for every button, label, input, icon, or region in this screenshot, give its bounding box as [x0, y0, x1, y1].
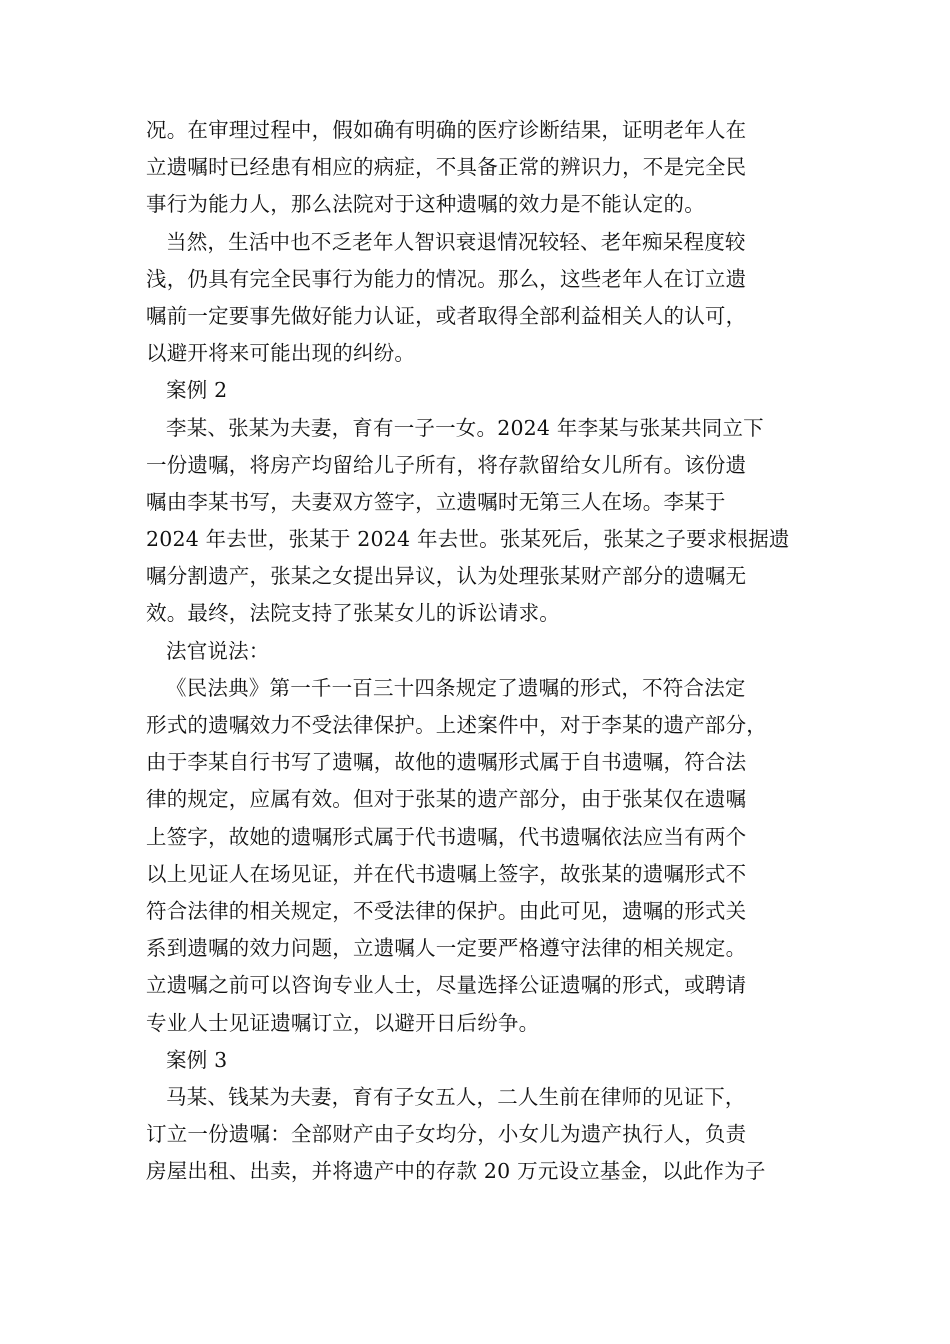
text-line: 马某、钱某为夫妻，育有子女五人，二人生前在律师的见证下，	[166, 1084, 746, 1109]
text-line: 立遗嘱时已经患有相应的病症，不具备正常的辨识力，不是完全民	[146, 155, 747, 180]
text-line: 以避开将来可能出现的纠纷。	[146, 341, 416, 366]
text-line: 《民法典》第一千一百三十四条规定了遗嘱的形式，不符合法定	[166, 675, 746, 700]
text-line: 况。在审理过程中，假如确有明确的医疗诊断结果，证明老年人在	[146, 118, 747, 142]
text-line: 浅，仍具有完全民事行为能力的情况。那么，这些老年人在订立遗	[146, 266, 747, 291]
text-line: 房屋出租、出卖，并将遗产中的存款 20 万元设立基金，以此作为子	[146, 1159, 766, 1184]
text-line: 李某、张某为夫妻，育有一子一女。2024 年李某与张某共同立下	[166, 415, 764, 440]
text-line: 由于李某自行书写了遗嘱，故他的遗嘱形式属于自书遗嘱，符合法	[146, 750, 747, 775]
text-line: 嘱由李某书写，夫妻双方签字，立遗嘱时无第三人在场。李某于	[146, 489, 726, 514]
text-line: 立遗嘱之前可以咨询专业人士，尽量选择公证遗嘱的形式，或聘请	[146, 973, 747, 998]
text-line: 符合法律的相关规定，不受法律的保护。由此可见，遗嘱的形式关	[146, 898, 747, 923]
text-line: 订立一份遗嘱：全部财产由子女均分，小女儿为遗产执行人，负责	[146, 1122, 747, 1147]
text-line: 形式的遗嘱效力不受法律保护。上述案件中，对于李某的遗产部分，	[146, 713, 767, 737]
text-line: 法官说法：	[166, 638, 270, 663]
text-line: 律的规定，应属有效。但对于张某的遗产部分，由于张某仅在遗嘱	[146, 787, 747, 812]
text-line: 专业人士见证遗嘱订立，以避开日后纷争。	[146, 1010, 540, 1035]
text-line: 案例 3	[166, 1047, 228, 1072]
text-line: 嘱前一定要事先做好能力认证，或者取得全部利益相关人的认可，	[146, 303, 747, 328]
text-line: 2024 年去世，张某于 2024 年去世。张某死后，张某之子要求根据遗	[146, 527, 790, 552]
text-line: 嘱分割遗产，张某之女提出异议，认为处理张某财产部分的遗嘱无	[146, 564, 747, 589]
text-line: 以上见证人在场见证，并在代书遗嘱上签字，故张某的遗嘱形式不	[146, 861, 747, 886]
text-line: 效。最终，法院支持了张某女儿的诉讼请求。	[146, 601, 560, 626]
text-line: 当然，生活中也不乏老年人智识衰退情况较轻、老年痴呆程度较	[166, 229, 746, 254]
text-line: 上签字，故她的遗嘱形式属于代书遗嘱，代书遗嘱依法应当有两个	[146, 824, 747, 849]
text-line: 事行为能力人，那么法院对于这种遗嘱的效力是不能认定的。	[146, 192, 705, 217]
text-line: 系到遗嘱的效力问题，立遗嘱人一定要严格遵守法律的相关规定。	[146, 936, 747, 961]
document-page	[146, 112, 826, 1190]
text-line: 一份遗嘱，将房产均留给儿子所有，将存款留给女儿所有。该份遗	[146, 452, 747, 477]
text-line: 案例 2	[166, 378, 228, 403]
